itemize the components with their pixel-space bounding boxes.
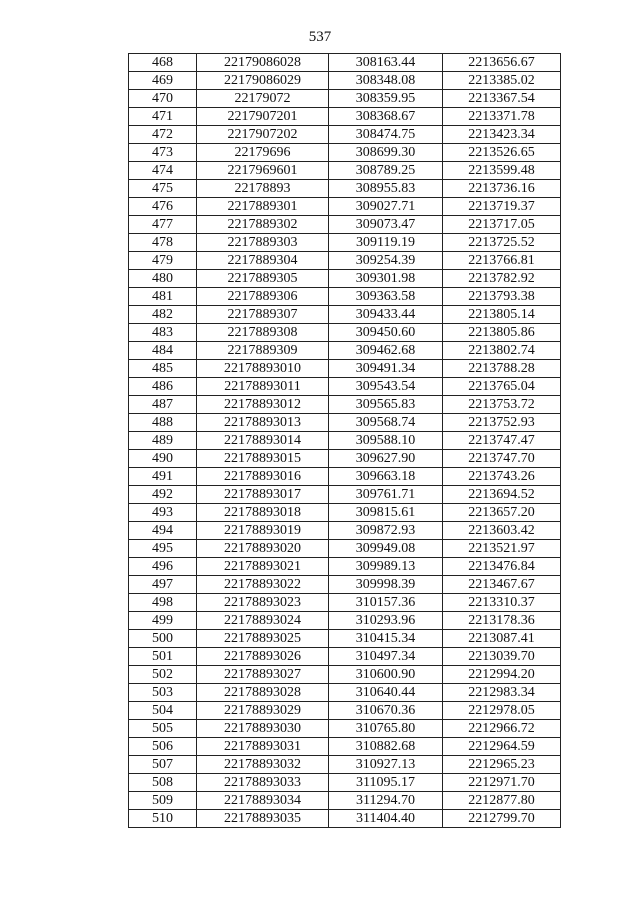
y-coordinate-cell: 2213423.34 xyxy=(443,126,561,144)
x-coordinate-cell: 308348.08 xyxy=(329,72,443,90)
table-row xyxy=(129,540,561,558)
y-coordinate-cell: 2213526.65 xyxy=(443,144,561,162)
x-coordinate-cell: 308789.25 xyxy=(329,162,443,180)
y-coordinate-cell: 2213805.14 xyxy=(443,306,561,324)
point-code-cell: 22178893016 xyxy=(197,468,329,486)
x-coordinate-cell: 309301.98 xyxy=(329,270,443,288)
point-code-cell: 22178893025 xyxy=(197,630,329,648)
point-number-cell: 473 xyxy=(129,144,197,162)
point-number-cell: 488 xyxy=(129,414,197,432)
point-code-cell: 22178893014 xyxy=(197,432,329,450)
y-coordinate-cell: 2212966.72 xyxy=(443,720,561,738)
x-coordinate-cell: 309998.39 xyxy=(329,576,443,594)
y-coordinate-cell: 2213753.72 xyxy=(443,396,561,414)
point-code-cell: 2217889309 xyxy=(197,342,329,360)
point-code-cell: 22178893020 xyxy=(197,540,329,558)
table-row xyxy=(129,576,561,594)
x-coordinate-cell: 310497.34 xyxy=(329,648,443,666)
y-coordinate-cell: 2213039.70 xyxy=(443,648,561,666)
x-coordinate-cell: 309450.60 xyxy=(329,324,443,342)
x-coordinate-cell: 309491.34 xyxy=(329,360,443,378)
table-row xyxy=(129,414,561,432)
point-number-cell: 504 xyxy=(129,702,197,720)
point-number-cell: 487 xyxy=(129,396,197,414)
y-coordinate-cell: 2213743.26 xyxy=(443,468,561,486)
x-coordinate-cell: 309254.39 xyxy=(329,252,443,270)
y-coordinate-cell: 2213766.81 xyxy=(443,252,561,270)
y-coordinate-cell: 2213694.52 xyxy=(443,486,561,504)
table-row xyxy=(129,378,561,396)
table-row xyxy=(129,180,561,198)
x-coordinate-cell: 308359.95 xyxy=(329,90,443,108)
y-coordinate-cell: 2213752.93 xyxy=(443,414,561,432)
y-coordinate-cell: 2213788.28 xyxy=(443,360,561,378)
table-row xyxy=(129,306,561,324)
point-code-cell: 22179086028 xyxy=(197,54,329,72)
y-coordinate-cell: 2212965.23 xyxy=(443,756,561,774)
table-row xyxy=(129,630,561,648)
point-number-cell: 507 xyxy=(129,756,197,774)
y-coordinate-cell: 2213747.70 xyxy=(443,450,561,468)
point-code-cell: 22178893032 xyxy=(197,756,329,774)
table-row xyxy=(129,756,561,774)
point-code-cell: 22178893027 xyxy=(197,666,329,684)
y-coordinate-cell: 2212877.80 xyxy=(443,792,561,810)
point-code-cell: 2217907202 xyxy=(197,126,329,144)
table-row xyxy=(129,702,561,720)
point-code-cell: 22178893030 xyxy=(197,720,329,738)
point-number-cell: 480 xyxy=(129,270,197,288)
table-row xyxy=(129,774,561,792)
point-code-cell: 2217889305 xyxy=(197,270,329,288)
y-coordinate-cell: 2213599.48 xyxy=(443,162,561,180)
table-row xyxy=(129,252,561,270)
y-coordinate-cell: 2213476.84 xyxy=(443,558,561,576)
y-coordinate-cell: 2213467.67 xyxy=(443,576,561,594)
point-code-cell: 2217889308 xyxy=(197,324,329,342)
x-coordinate-cell: 309949.08 xyxy=(329,540,443,558)
y-coordinate-cell: 2213725.52 xyxy=(443,234,561,252)
table-row xyxy=(129,810,561,828)
point-code-cell: 22178893 xyxy=(197,180,329,198)
point-code-cell: 2217969601 xyxy=(197,162,329,180)
y-coordinate-cell: 2213385.02 xyxy=(443,72,561,90)
point-number-cell: 501 xyxy=(129,648,197,666)
point-number-cell: 478 xyxy=(129,234,197,252)
point-number-cell: 500 xyxy=(129,630,197,648)
point-number-cell: 492 xyxy=(129,486,197,504)
x-coordinate-cell: 309543.54 xyxy=(329,378,443,396)
x-coordinate-cell: 309663.18 xyxy=(329,468,443,486)
y-coordinate-cell: 2213087.41 xyxy=(443,630,561,648)
x-coordinate-cell: 310157.36 xyxy=(329,594,443,612)
point-number-cell: 472 xyxy=(129,126,197,144)
x-coordinate-cell: 309565.83 xyxy=(329,396,443,414)
x-coordinate-cell: 309568.74 xyxy=(329,414,443,432)
point-number-cell: 491 xyxy=(129,468,197,486)
point-number-cell: 477 xyxy=(129,216,197,234)
y-coordinate-cell: 2213736.16 xyxy=(443,180,561,198)
x-coordinate-cell: 308699.30 xyxy=(329,144,443,162)
point-number-cell: 474 xyxy=(129,162,197,180)
point-number-cell: 493 xyxy=(129,504,197,522)
point-code-cell: 22179696 xyxy=(197,144,329,162)
y-coordinate-cell: 2213310.37 xyxy=(443,594,561,612)
point-number-cell: 490 xyxy=(129,450,197,468)
table-row xyxy=(129,144,561,162)
x-coordinate-cell: 310640.44 xyxy=(329,684,443,702)
y-coordinate-cell: 2213371.78 xyxy=(443,108,561,126)
point-code-cell: 2217889307 xyxy=(197,306,329,324)
x-coordinate-cell: 309462.68 xyxy=(329,342,443,360)
table-row xyxy=(129,612,561,630)
point-number-cell: 468 xyxy=(129,54,197,72)
point-number-cell: 505 xyxy=(129,720,197,738)
table-row xyxy=(129,666,561,684)
point-code-cell: 22178893011 xyxy=(197,378,329,396)
y-coordinate-cell: 2212978.05 xyxy=(443,702,561,720)
x-coordinate-cell: 309027.71 xyxy=(329,198,443,216)
table-row xyxy=(129,54,561,72)
table-row xyxy=(129,198,561,216)
point-code-cell: 22178893024 xyxy=(197,612,329,630)
table-row xyxy=(129,504,561,522)
y-coordinate-cell: 2213793.38 xyxy=(443,288,561,306)
y-coordinate-cell: 2212964.59 xyxy=(443,738,561,756)
y-coordinate-cell: 2213719.37 xyxy=(443,198,561,216)
x-coordinate-cell: 310415.34 xyxy=(329,630,443,648)
point-code-cell: 22179072 xyxy=(197,90,329,108)
x-coordinate-cell: 308163.44 xyxy=(329,54,443,72)
y-coordinate-cell: 2212983.34 xyxy=(443,684,561,702)
table-row xyxy=(129,288,561,306)
y-coordinate-cell: 2213521.97 xyxy=(443,540,561,558)
point-number-cell: 482 xyxy=(129,306,197,324)
table-row xyxy=(129,216,561,234)
y-coordinate-cell: 2213805.86 xyxy=(443,324,561,342)
y-coordinate-cell: 2213367.54 xyxy=(443,90,561,108)
point-code-cell: 22178893021 xyxy=(197,558,329,576)
table-row xyxy=(129,108,561,126)
table-row xyxy=(129,450,561,468)
x-coordinate-cell: 309119.19 xyxy=(329,234,443,252)
coordinates-table xyxy=(128,53,561,828)
table-row xyxy=(129,270,561,288)
point-number-cell: 502 xyxy=(129,666,197,684)
y-coordinate-cell: 2212971.70 xyxy=(443,774,561,792)
x-coordinate-cell: 309815.61 xyxy=(329,504,443,522)
table-row xyxy=(129,792,561,810)
table-row xyxy=(129,234,561,252)
y-coordinate-cell: 2213765.04 xyxy=(443,378,561,396)
point-code-cell: 2217907201 xyxy=(197,108,329,126)
x-coordinate-cell: 311095.17 xyxy=(329,774,443,792)
point-number-cell: 498 xyxy=(129,594,197,612)
x-coordinate-cell: 309588.10 xyxy=(329,432,443,450)
x-coordinate-cell: 309433.44 xyxy=(329,306,443,324)
x-coordinate-cell: 310882.68 xyxy=(329,738,443,756)
point-number-cell: 485 xyxy=(129,360,197,378)
table-row xyxy=(129,648,561,666)
point-code-cell: 22178893035 xyxy=(197,810,329,828)
coordinates-table-body xyxy=(129,54,561,828)
point-number-cell: 495 xyxy=(129,540,197,558)
table-row xyxy=(129,162,561,180)
point-code-cell: 22178893031 xyxy=(197,738,329,756)
x-coordinate-cell: 309363.58 xyxy=(329,288,443,306)
point-code-cell: 22178893017 xyxy=(197,486,329,504)
point-code-cell: 22178893028 xyxy=(197,684,329,702)
point-number-cell: 509 xyxy=(129,792,197,810)
x-coordinate-cell: 309627.90 xyxy=(329,450,443,468)
point-number-cell: 483 xyxy=(129,324,197,342)
point-number-cell: 484 xyxy=(129,342,197,360)
x-coordinate-cell: 311404.40 xyxy=(329,810,443,828)
table-row xyxy=(129,324,561,342)
point-code-cell: 22178893013 xyxy=(197,414,329,432)
point-number-cell: 481 xyxy=(129,288,197,306)
point-number-cell: 469 xyxy=(129,72,197,90)
x-coordinate-cell: 310670.36 xyxy=(329,702,443,720)
point-code-cell: 22178893010 xyxy=(197,360,329,378)
x-coordinate-cell: 310927.13 xyxy=(329,756,443,774)
point-code-cell: 2217889306 xyxy=(197,288,329,306)
y-coordinate-cell: 2212994.20 xyxy=(443,666,561,684)
y-coordinate-cell: 2213717.05 xyxy=(443,216,561,234)
point-code-cell: 22178893033 xyxy=(197,774,329,792)
y-coordinate-cell: 2213657.20 xyxy=(443,504,561,522)
point-number-cell: 503 xyxy=(129,684,197,702)
table-row xyxy=(129,486,561,504)
table-row xyxy=(129,738,561,756)
point-code-cell: 22178893012 xyxy=(197,396,329,414)
table-row xyxy=(129,594,561,612)
table-row xyxy=(129,720,561,738)
y-coordinate-cell: 2213802.74 xyxy=(443,342,561,360)
x-coordinate-cell: 310600.90 xyxy=(329,666,443,684)
table-row xyxy=(129,360,561,378)
x-coordinate-cell: 309761.71 xyxy=(329,486,443,504)
x-coordinate-cell: 310293.96 xyxy=(329,612,443,630)
point-number-cell: 494 xyxy=(129,522,197,540)
point-number-cell: 479 xyxy=(129,252,197,270)
x-coordinate-cell: 309872.93 xyxy=(329,522,443,540)
table-row xyxy=(129,342,561,360)
point-code-cell: 22179086029 xyxy=(197,72,329,90)
x-coordinate-cell: 311294.70 xyxy=(329,792,443,810)
point-code-cell: 22178893022 xyxy=(197,576,329,594)
table-row xyxy=(129,90,561,108)
table-row xyxy=(129,432,561,450)
table-row xyxy=(129,126,561,144)
y-coordinate-cell: 2213178.36 xyxy=(443,612,561,630)
point-code-cell: 2217889303 xyxy=(197,234,329,252)
point-number-cell: 499 xyxy=(129,612,197,630)
point-code-cell: 22178893034 xyxy=(197,792,329,810)
y-coordinate-cell: 2212799.70 xyxy=(443,810,561,828)
point-number-cell: 486 xyxy=(129,378,197,396)
y-coordinate-cell: 2213782.92 xyxy=(443,270,561,288)
point-number-cell: 510 xyxy=(129,810,197,828)
x-coordinate-cell: 308955.83 xyxy=(329,180,443,198)
point-code-cell: 2217889301 xyxy=(197,198,329,216)
x-coordinate-cell: 308368.67 xyxy=(329,108,443,126)
x-coordinate-cell: 309073.47 xyxy=(329,216,443,234)
y-coordinate-cell: 2213747.47 xyxy=(443,432,561,450)
point-number-cell: 489 xyxy=(129,432,197,450)
point-code-cell: 22178893026 xyxy=(197,648,329,666)
point-code-cell: 22178893015 xyxy=(197,450,329,468)
point-code-cell: 22178893018 xyxy=(197,504,329,522)
point-code-cell: 2217889304 xyxy=(197,252,329,270)
table-row xyxy=(129,684,561,702)
x-coordinate-cell: 310765.80 xyxy=(329,720,443,738)
point-number-cell: 497 xyxy=(129,576,197,594)
point-number-cell: 506 xyxy=(129,738,197,756)
y-coordinate-cell: 2213603.42 xyxy=(443,522,561,540)
point-number-cell: 470 xyxy=(129,90,197,108)
point-code-cell: 22178893019 xyxy=(197,522,329,540)
point-code-cell: 22178893029 xyxy=(197,702,329,720)
x-coordinate-cell: 308474.75 xyxy=(329,126,443,144)
table-row xyxy=(129,468,561,486)
point-code-cell: 22178893023 xyxy=(197,594,329,612)
point-code-cell: 2217889302 xyxy=(197,216,329,234)
table-row xyxy=(129,558,561,576)
point-number-cell: 496 xyxy=(129,558,197,576)
y-coordinate-cell: 2213656.67 xyxy=(443,54,561,72)
table-row xyxy=(129,72,561,90)
point-number-cell: 475 xyxy=(129,180,197,198)
page-number: 537 xyxy=(308,29,332,45)
point-number-cell: 471 xyxy=(129,108,197,126)
x-coordinate-cell: 309989.13 xyxy=(329,558,443,576)
point-number-cell: 476 xyxy=(129,198,197,216)
table-row xyxy=(129,396,561,414)
point-number-cell: 508 xyxy=(129,774,197,792)
table-row xyxy=(129,522,561,540)
